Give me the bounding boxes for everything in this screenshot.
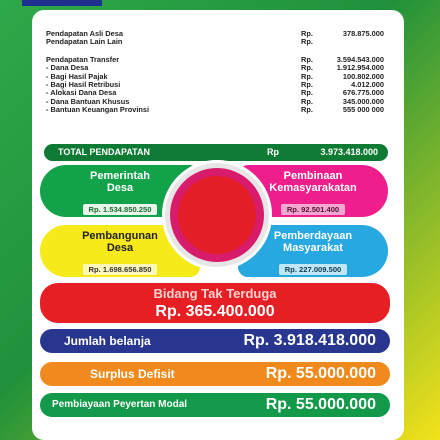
surplus-defisit-bar [40, 362, 390, 386]
transfer-row [46, 106, 396, 114]
pembiayaan-label: Pembiayaan Peyertan Modal [52, 399, 188, 410]
total-currency: Rp [267, 147, 279, 157]
total-revenue-bar [44, 144, 388, 161]
top-accent-bar [22, 0, 102, 6]
bidang-label: Bidang Tak Terduga [153, 286, 277, 301]
transfer-amount: 1.912.954.000 [336, 63, 384, 73]
revenue-amount: 378.875.000 [342, 29, 384, 38]
belanja-amount: Rp. 3.918.418.000 [243, 332, 376, 349]
sector-title-line1: Pembangunan [82, 230, 158, 242]
transfer-label: - Bantuan Keuangan Provinsi [46, 105, 150, 115]
center-disc-core [178, 176, 256, 254]
sector-title-line2: Masyarakat [283, 242, 343, 254]
transfer-currency: Rp. [301, 88, 313, 98]
transfer-currency: Rp. [301, 71, 313, 81]
pembiayaan-amount: Rp. 55.000.000 [265, 396, 376, 413]
transfer-currency: Rp. [301, 105, 313, 115]
transfer-amount: 345.000.000 [342, 96, 384, 106]
transfer-currency: Rp. [301, 96, 313, 106]
transfer-label: Pendapatan Transfer [46, 54, 120, 64]
surplus-amount: Rp. 55.000.000 [265, 365, 376, 382]
total-label: TOTAL PENDAPATAN [58, 147, 150, 157]
revenue-label: Pendapatan Asli Desa [46, 29, 123, 38]
transfer-label: - Dana Bantuan Khusus [46, 96, 130, 106]
revenue-currency: Rp. [301, 37, 313, 47]
bidang-tak-terduga-bar [40, 283, 390, 323]
sector-title-line2: Kemasyarakatan [269, 182, 357, 194]
transfer-currency: Rp. [301, 54, 313, 64]
revenue-currency: Rp. [301, 29, 313, 38]
surplus-label: Surplus Defisit [90, 367, 175, 381]
total-amount: 3.973.418.000 [320, 147, 378, 157]
transfer-currency: Rp. [301, 63, 313, 73]
pembiayaan-bar [40, 393, 390, 417]
transfer-amount: 100.802.000 [342, 71, 384, 81]
revenue-row [46, 38, 396, 46]
transfer-amount: 676.775.000 [342, 88, 384, 98]
transfer-label: - Bagi Hasil Pajak [46, 71, 108, 81]
transfer-label: - Bagi Hasil Retribusi [46, 79, 121, 89]
sector-title-line2: Desa [106, 182, 134, 194]
sector-title-line2: Desa [106, 242, 134, 254]
transfer-amount: 555 000 000 [342, 105, 384, 115]
bidang-amount: Rp. 365.400.000 [155, 303, 275, 320]
jumlah-belanja-bar [40, 329, 390, 353]
sector-title-line1: Pemerintah [90, 170, 150, 182]
belanja-label: Jumlah belanja [64, 334, 151, 348]
revenue-list [46, 30, 396, 115]
sector-amount: Rp. 1.698.656.850 [83, 264, 158, 275]
transfer-currency: Rp. [301, 79, 313, 89]
transfer-amount: 3.594.543.000 [336, 54, 384, 64]
transfer-label: - Dana Desa [46, 63, 89, 73]
revenue-label: Pendapatan Lain Lain [46, 37, 123, 47]
transfer-label: - Alokasi Dana Desa [46, 88, 117, 98]
sector-title-line1: Pembinaan [283, 170, 343, 182]
sector-amount: Rp. 92.501.400 [281, 204, 345, 215]
sector-title-line1: Pemberdayaan [273, 230, 353, 242]
sector-amount: Rp. 1.534.850.250 [83, 204, 158, 215]
sector-amount: Rp. 227.009.500 [279, 264, 348, 275]
transfer-amount: 4.012.000 [351, 79, 384, 89]
